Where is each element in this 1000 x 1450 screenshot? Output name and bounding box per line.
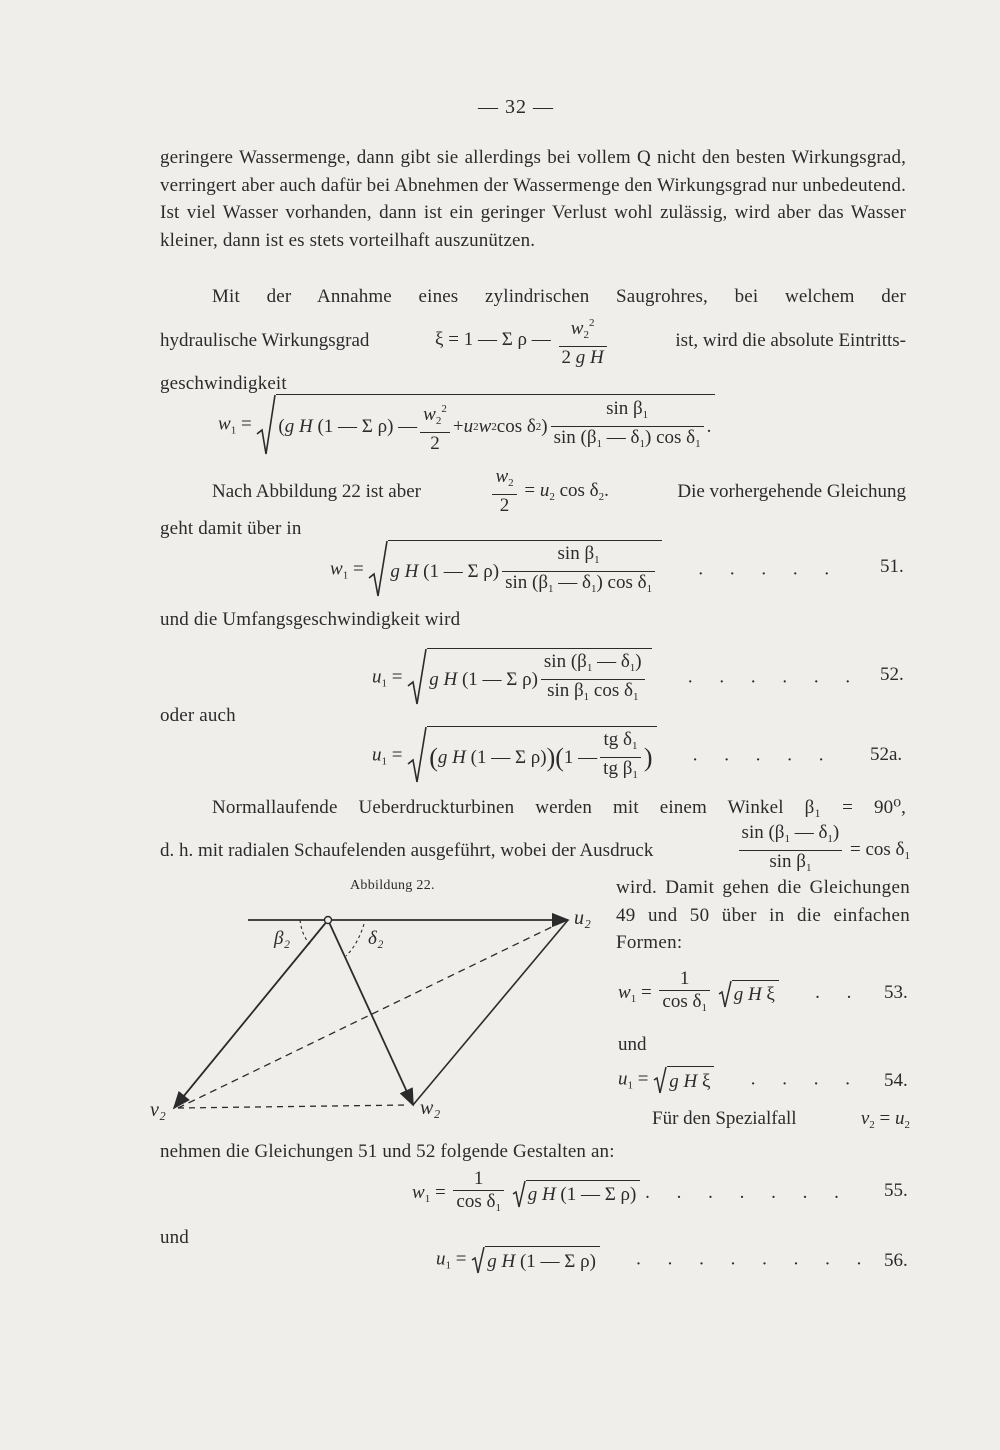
velocity-diagram	[150, 880, 610, 1130]
dashed-bottom	[178, 1105, 408, 1108]
v2-vector	[174, 920, 328, 1108]
und-2: und	[160, 1227, 189, 1248]
equation-w1-full: $w_1$ = ( g H (1 — Σ ρ) — $\frac{w_2^2}{2}$ + u 2 w 2 cos δ 2 ) $\frac{\sin \beta_1}{\sin (\beta_1 — \delta_1) \cos \delta_1}$ .	[218, 394, 715, 456]
paragraph-3-line-2: geht damit über in	[160, 518, 302, 539]
paragraph-8-line-2: nehmen die Gleichungen 51 und 52 folgende Gestalten an:	[160, 1141, 615, 1162]
label-v2: v₂	[150, 1099, 166, 1121]
dashed-diagonal	[178, 922, 562, 1108]
paragraph-8-start: Für den Spezialfall	[652, 1108, 797, 1129]
equation-55: $w_1$ = $\frac{1}{\cos \delta_1}$ g H (1 — Σ ρ) . . . . . . .	[412, 1168, 850, 1214]
parallelogram-right-side	[413, 920, 568, 1105]
paragraph-2-line-1: Mit der Annahme eines zylindrischen Saugrohres, bei welchem der	[212, 286, 906, 307]
equation-number-56: 56.	[884, 1250, 908, 1271]
vertex-node	[325, 917, 332, 924]
beta2-arc	[300, 920, 310, 944]
paragraph-2-line-2-end: ist, wird die absolute Eintritts-	[675, 329, 906, 351]
paragraph-6-start: d. h. mit radialen Schaufelenden ausgeführt, wobei der Ausdruck	[160, 839, 654, 861]
und-1: und	[618, 1034, 647, 1055]
relation-w2-u2: $\frac{w_2}{2}$ = $u_2$ $\cos \delta_2$.	[489, 466, 608, 517]
equation-number-55: 55.	[884, 1180, 908, 1201]
label-beta2: β₂	[274, 928, 291, 949]
expression-cos-delta: $\frac{\sin (\beta_1 — \delta_1)}{\sin \beta_1}$ = $\cos \delta_1$	[736, 822, 910, 879]
paragraph-7: wird. Damit gehen die Gleichungen 49 und 50 über in die einfachen Formen:	[616, 877, 910, 953]
paragraph-4: und die Umfangsgeschwindigkeit wird	[160, 609, 461, 630]
equation-number-52: 52.	[880, 664, 904, 685]
equation-number-51: 51.	[880, 556, 904, 577]
label-delta2: δ₂	[368, 928, 384, 949]
paragraph-2-line-2	[160, 312, 906, 369]
paragraph-5: oder auch	[160, 705, 236, 726]
paragraph-2-line-2-start: hydraulische Wirkungsgrad	[160, 329, 370, 351]
equation-52a: $u_1$ = ( g H (1 — Σ ρ) ) ( 1 — $\frac{tg \delta_1}{tg \beta_1}$ ) . . . . .	[372, 726, 835, 786]
efficiency-formula: ξ = 1 — Σ ρ — $\frac{w_2^2}{\text{2 g H}}$	[435, 312, 610, 369]
special-case-condition: $v_2 = u_2$	[860, 1108, 910, 1131]
paragraph-8-line-1	[652, 1108, 910, 1131]
label-w2: w₂	[420, 1097, 441, 1119]
delta2-arc	[346, 924, 364, 956]
equation-56: $u_1$ = g H (1 — Σ ρ) . . . . . . . .	[436, 1246, 872, 1274]
figure-caption: Abbildung 22.	[350, 878, 435, 893]
equation-51: $w_1$ = g H (1 — Σ ρ) $\frac{\sin \beta_1}{\sin (\beta_1 — \delta_1) \cos \delta_1}$ . . . . .	[330, 540, 840, 600]
equation-53: $w_1$ = $\frac{1}{\cos \delta_1}$ g H ξ . .	[618, 968, 863, 1014]
page-number: — 32 —	[478, 96, 554, 118]
paragraph-3-line-1	[160, 466, 906, 517]
label-u2: u₂	[574, 907, 591, 929]
equation-54: $u_1$ = g H ξ . . . .	[618, 1066, 861, 1094]
equation-number-54: 54.	[884, 1070, 908, 1091]
paragraph-6-line-2	[160, 822, 910, 879]
equation-52: $u_1$ = g H (1 — Σ ρ) $\frac{\sin (\beta_1 — \delta_1)}{\sin \beta_1 \cos \delta_1}$ . . . . . .	[372, 648, 861, 708]
equation-number-52a: 52a.	[870, 744, 903, 765]
paragraph-3-end: Die vorhergehende Gleichung	[677, 480, 906, 502]
paragraph-3-start: Nach Abbildung 22 ist aber	[212, 480, 421, 502]
paragraph-1: geringere Wassermenge, dann gibt sie allerdings bei vollem Q nicht den besten Wirkungsgrad, verringert aber auch dafür bei Abnehmen der Wassermenge den Wirkungsgrad nur unbedeutend. Ist viel Wasser vorhanden, dann ist ein geringer Verlust wohl zulässig, wird aber das Wasser kleiner, dann ist es stets vorteilhaft auszunützen.	[160, 147, 906, 251]
equation-number-53: 53.	[884, 982, 908, 1003]
paragraph-6-line-1: Normallaufende Ueberdruckturbinen werden mit einem Winkel β₁ = 90⁰,	[212, 797, 906, 818]
paragraph-2-line-3: geschwindigkeit	[160, 373, 287, 394]
